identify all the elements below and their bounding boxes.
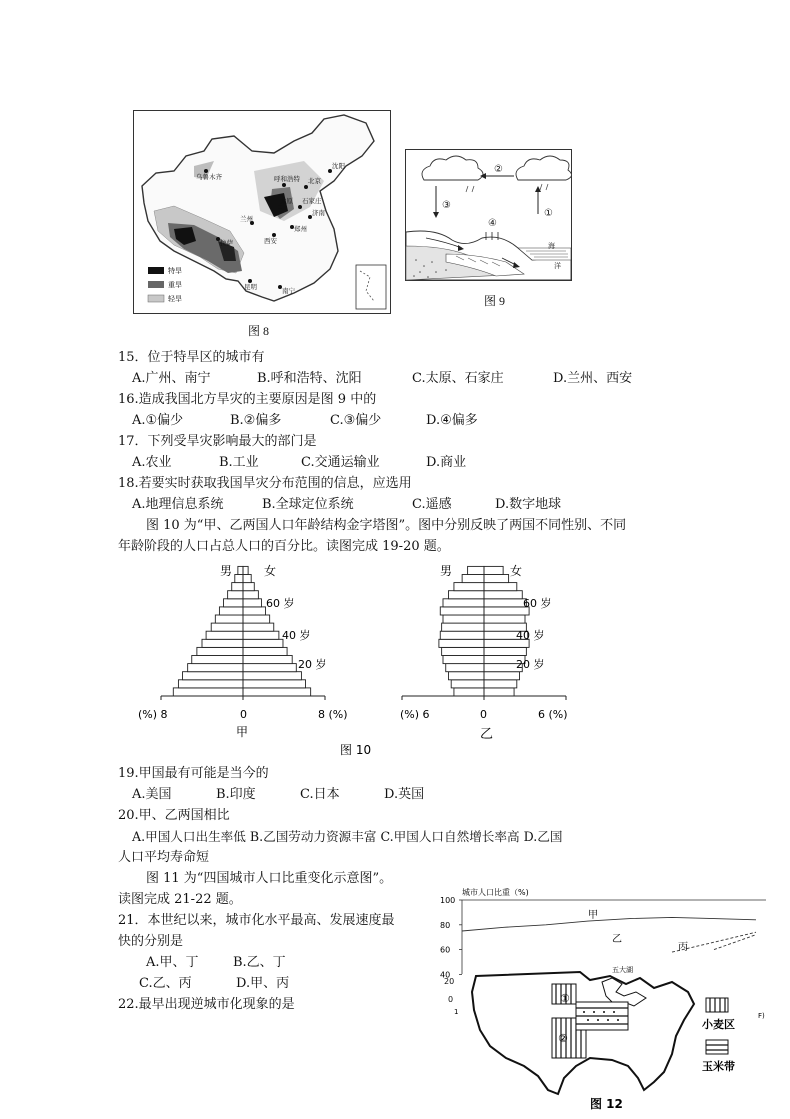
pyramid-bar-female bbox=[243, 688, 311, 696]
pyramid-bar-female bbox=[484, 566, 503, 574]
pyramid-bar-female bbox=[484, 599, 526, 607]
question-18-option-b[interactable]: B.全球定位系统 bbox=[262, 497, 354, 512]
fig11-series-bing: 丙 bbox=[678, 942, 688, 953]
pyramid-bar-female bbox=[243, 647, 287, 655]
question-19-option-d[interactable]: D.英国 bbox=[384, 787, 425, 802]
pyramid-bar-male bbox=[440, 607, 484, 615]
label-4: ④ bbox=[488, 218, 497, 229]
pyramid-bar-male bbox=[215, 615, 243, 623]
city-label: 呼和浩特 bbox=[274, 175, 300, 183]
figure-9-water-cycle bbox=[405, 149, 572, 281]
pyramid-bar-female bbox=[243, 664, 296, 672]
yi-axis-zero: 0 bbox=[480, 708, 487, 721]
yi-age-60: 60 岁 bbox=[523, 597, 552, 610]
pyramid-bar-female bbox=[484, 575, 509, 583]
pyramid-bar-male bbox=[219, 607, 243, 615]
question-20-stem: 20.甲、乙两国相比 bbox=[118, 808, 230, 823]
pyramid-bar-male bbox=[228, 591, 243, 599]
question-17-option-c[interactable]: C.交通运输业 bbox=[301, 455, 380, 470]
pyramid-bar-female bbox=[484, 647, 526, 655]
fig11-series-line bbox=[462, 917, 756, 931]
pyramid-bar-male bbox=[173, 688, 243, 696]
pyramid-bar-female bbox=[484, 688, 514, 696]
question-20-options-line2: 人口平均寿命短 bbox=[118, 850, 210, 865]
intro-fig11-line1: 图 11 为“四国城市人口比重变化示意图”。 bbox=[146, 871, 393, 886]
fig11-series-yi: 乙 bbox=[612, 934, 622, 945]
question-21-option-b[interactable]: B.乙、丁 bbox=[233, 955, 286, 970]
question-16-stem: 16.造成我国北方旱灾的主要原因是图 9 中的 bbox=[118, 392, 377, 407]
pyramid-bar-male bbox=[235, 575, 243, 583]
label-3: ③ bbox=[442, 200, 451, 211]
pyramid-bar-female bbox=[243, 680, 306, 688]
city-label: 南宁 bbox=[282, 287, 295, 295]
page-mark: F) bbox=[758, 1012, 765, 1020]
pyramid-bar-female bbox=[484, 591, 522, 599]
figure-11-urbanization-chart bbox=[436, 884, 772, 980]
city-marker bbox=[282, 183, 286, 187]
label-1: ① bbox=[544, 208, 553, 219]
pyramid-bar-male bbox=[462, 575, 484, 583]
intro-fig11-line2: 读图完成 21-22 题。 bbox=[118, 892, 242, 907]
jia-age-60: 60 岁 bbox=[266, 597, 295, 610]
legend-corn-swatch bbox=[706, 1040, 728, 1054]
pyramid-bar-female bbox=[243, 599, 261, 607]
question-16-option-c[interactable]: C.③偏少 bbox=[330, 413, 382, 428]
fig11-tick-0: 0 bbox=[448, 995, 454, 1004]
lake-label: 五大湖 bbox=[612, 966, 633, 974]
pyramid-bar-female bbox=[484, 680, 517, 688]
city-label: 石家庄 bbox=[302, 197, 322, 205]
question-16-option-d[interactable]: D.④偏多 bbox=[426, 413, 478, 428]
yi-name: 乙 bbox=[480, 727, 494, 742]
pyramid-bar-female bbox=[484, 615, 525, 623]
fig11-ylabel: 城市人口比重（%) bbox=[462, 888, 529, 897]
yi-axis-right: 6 (%) bbox=[538, 708, 568, 721]
city-label: 郑州 bbox=[294, 225, 307, 233]
question-19-stem: 19.甲国最有可能是当今的 bbox=[118, 766, 269, 781]
pyramid-bar-male bbox=[446, 664, 484, 672]
jia-name: 甲 bbox=[236, 725, 249, 739]
legend-wheat-swatch bbox=[706, 998, 728, 1012]
yi-age-20: 20 岁 bbox=[516, 658, 545, 671]
fig11-tick-1: 1 bbox=[454, 1008, 459, 1016]
pyramid-bar-male bbox=[211, 623, 243, 631]
question-21-option-a[interactable]: A.甲、丁 bbox=[146, 955, 199, 970]
question-22-stem: 22.最早出现逆城市化现象的是 bbox=[118, 997, 295, 1012]
pyramid-bar-female bbox=[243, 615, 270, 623]
figure-8-map bbox=[133, 110, 391, 314]
jia-axis-right: 8 (%) bbox=[318, 708, 348, 721]
question-15-option-d[interactable]: D.兰州、西安 bbox=[553, 371, 633, 386]
pyramid-bar-male bbox=[224, 599, 243, 607]
pyramid-bar-male bbox=[443, 599, 484, 607]
pyramid-bar-male bbox=[448, 672, 484, 680]
pyramid-bar-male bbox=[443, 615, 484, 623]
pyramid-bar-female bbox=[484, 672, 520, 680]
legend-light-swatch bbox=[148, 295, 164, 302]
pyramid-bar-male bbox=[238, 566, 243, 574]
pyramid-bar-female bbox=[243, 672, 301, 680]
pyramid-bar-female bbox=[243, 566, 248, 574]
pyramid-bar-male bbox=[439, 639, 484, 647]
city-label: 北京 bbox=[308, 177, 321, 185]
cloud-right bbox=[516, 156, 572, 180]
city-marker bbox=[304, 185, 308, 189]
city-label: 兰州 bbox=[240, 215, 253, 223]
fig11-series-jia: 甲 bbox=[588, 910, 598, 921]
label-2: ② bbox=[494, 164, 503, 175]
pyramid-bar-female bbox=[243, 639, 283, 647]
pyramid-bar-female bbox=[243, 656, 292, 664]
pyramid-bar-male bbox=[197, 647, 243, 655]
yi-male-label: 男 bbox=[440, 564, 453, 578]
fig11-tick-label: 80 bbox=[440, 920, 451, 930]
question-18-option-a[interactable]: A.地理信息系统 bbox=[132, 497, 224, 512]
pyramid-bar-male bbox=[202, 639, 243, 647]
legend-corn-label: 玉米带 bbox=[702, 1060, 735, 1073]
city-label: 济南 bbox=[312, 209, 325, 217]
intro-fig10-line2: 年龄阶段的人口占总人口的百分比。读图完成 19-20 题。 bbox=[118, 539, 450, 554]
jia-male-label: 男 bbox=[220, 564, 233, 578]
question-16-option-b[interactable]: B.②偏多 bbox=[230, 413, 282, 428]
question-18-option-d[interactable]: D.数字地球 bbox=[495, 497, 562, 512]
legend-extreme-label: 特旱 bbox=[168, 267, 182, 275]
jia-axis-zero: 0 bbox=[240, 708, 247, 721]
question-17-option-d[interactable]: D.商业 bbox=[426, 455, 467, 470]
question-15-option-b[interactable]: B.呼和浩特、沈阳 bbox=[257, 371, 362, 386]
city-label: 乌鲁木齐 bbox=[196, 173, 222, 181]
legend-extreme-swatch bbox=[148, 267, 164, 274]
china-drought-map bbox=[134, 111, 390, 313]
pyramid-bar-female bbox=[243, 607, 266, 615]
question-15-stem: 15．位于特旱区的城市有 bbox=[118, 350, 265, 365]
figure-10-caption: 图 10 bbox=[340, 743, 372, 757]
figure-12-caption: 图 12 bbox=[590, 1097, 623, 1111]
fig11-tick-label: 100 bbox=[440, 896, 456, 905]
jia-age-40: 40 岁 bbox=[282, 629, 311, 642]
pyramid-bar-female bbox=[243, 623, 274, 631]
pyramid-bar-female bbox=[243, 591, 258, 599]
pyramid-bar-male bbox=[440, 631, 484, 639]
city-label: 西安 bbox=[264, 237, 277, 245]
legend-severe-label: 重旱 bbox=[168, 281, 182, 289]
yi-female-label: 女 bbox=[510, 564, 523, 578]
jia-age-20: 20 岁 bbox=[298, 658, 327, 671]
label-ocean: 洋 bbox=[554, 262, 561, 270]
question-19-option-a[interactable]: A.美国 bbox=[132, 787, 172, 802]
pyramid-bar-male bbox=[232, 583, 243, 591]
city-label: 拉萨 bbox=[220, 239, 233, 247]
pyramid-bar-male bbox=[451, 680, 484, 688]
question-19-option-b[interactable]: B.印度 bbox=[216, 787, 256, 802]
legend-light-label: 轻旱 bbox=[168, 295, 182, 303]
pyramid-bar-male bbox=[468, 566, 484, 574]
jia-axis-left: (%) 8 bbox=[138, 708, 168, 721]
question-15-option-a[interactable]: A.广州、南宁 bbox=[132, 371, 211, 386]
fig11-series-line bbox=[714, 935, 756, 950]
pyramid-bar-male bbox=[206, 631, 243, 639]
label-sea: 海 bbox=[548, 242, 555, 250]
pyramid-bar-male bbox=[188, 664, 243, 672]
region-marker-1: ① bbox=[560, 992, 570, 1005]
question-17-option-b[interactable]: B.工业 bbox=[219, 455, 259, 470]
question-15-option-c[interactable]: C.太原、石家庄 bbox=[412, 371, 504, 386]
question-18-stem: 18.若要实时获取我国旱灾分布范围的信息，应选用 bbox=[118, 476, 412, 491]
city-label: 太原 bbox=[280, 197, 293, 205]
city-marker bbox=[298, 205, 302, 209]
legend-wheat-label: 小麦区 bbox=[702, 1018, 735, 1031]
legend-severe-swatch bbox=[148, 281, 164, 288]
pyramid-bar-male bbox=[443, 656, 484, 664]
pyramid-bar-female bbox=[243, 631, 279, 639]
figure-10-pyramids bbox=[118, 556, 598, 762]
figure-12-us-map bbox=[440, 962, 776, 1110]
fig11-tick-label: 60 bbox=[440, 945, 451, 955]
question-16-option-a[interactable]: A.①偏少 bbox=[132, 413, 184, 428]
region-marker-2: ② bbox=[558, 1032, 568, 1045]
question-21-line1: 21．本世纪以来，城市化水平最高、发展速度最 bbox=[118, 913, 395, 928]
question-21-line2: 快的分别是 bbox=[118, 934, 184, 949]
pyramid-bar-male bbox=[454, 688, 484, 696]
pyramid-bar-male bbox=[442, 647, 484, 655]
corn-region bbox=[576, 1002, 628, 1030]
question-21-option-d[interactable]: D.甲、丙 bbox=[236, 976, 290, 991]
pyramid-bar-male bbox=[454, 583, 484, 591]
pyramid-bar-female bbox=[243, 575, 251, 583]
pyramid-bar-male bbox=[192, 656, 243, 664]
pyramid-bar-male bbox=[178, 680, 243, 688]
city-marker bbox=[278, 205, 282, 209]
question-18-option-c[interactable]: C.遥感 bbox=[412, 497, 452, 512]
question-17-option-a[interactable]: A.农业 bbox=[132, 455, 172, 470]
pyramid-bar-female bbox=[484, 583, 517, 591]
pyramid-bar-male bbox=[448, 591, 484, 599]
figure-9-caption: 图 9 bbox=[484, 294, 506, 308]
city-label: 沈阳 bbox=[332, 162, 345, 170]
question-21-option-c[interactable]: C.乙、丙 bbox=[139, 976, 192, 991]
yi-age-40: 40 岁 bbox=[516, 629, 545, 642]
pyramid-bar-female bbox=[243, 583, 254, 591]
pyramid-bar-male bbox=[183, 672, 243, 680]
figure-8-caption: 图 8 bbox=[248, 324, 270, 338]
pyramid-bar-male bbox=[442, 623, 484, 631]
jia-female-label: 女 bbox=[264, 564, 277, 578]
question-17-stem: 17．下列受旱灾影响最大的部门是 bbox=[118, 434, 317, 449]
city-label: 昆明 bbox=[244, 283, 257, 291]
fig11-tick-label: 40 bbox=[440, 970, 451, 980]
question-20-options-line1[interactable]: A.甲国人口出生率低 B.乙国劳动力资源丰富 C.甲国人口自然增长率高 D.乙国 bbox=[132, 829, 563, 844]
intro-fig10-line1: 图 10 为“甲、乙两国人口年龄结构金字塔图”。图中分别反映了两国不同性别、不同 bbox=[146, 518, 627, 533]
cloud-left bbox=[422, 156, 483, 180]
question-19-option-c[interactable]: C.日本 bbox=[300, 787, 340, 802]
yi-axis-left: (%) 6 bbox=[400, 708, 430, 721]
fig11-tick-20: 20 bbox=[444, 977, 455, 986]
